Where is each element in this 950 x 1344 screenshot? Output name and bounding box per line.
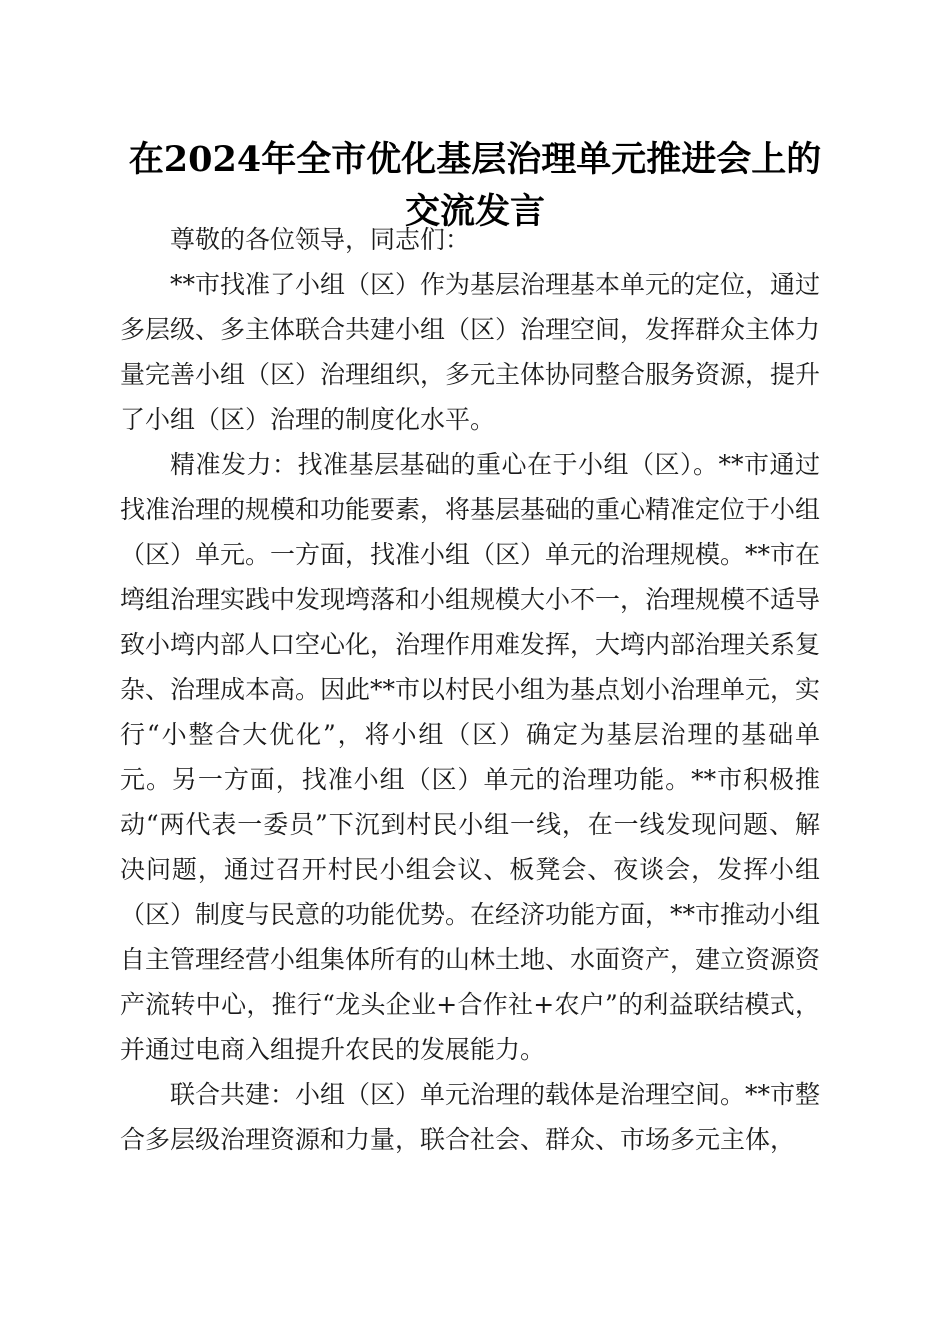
document-body: [120, 217, 820, 1162]
salutation-paragraph: 尊敬的各位领导，同志们：: [170, 225, 471, 254]
document-title-line-1: 在2024年全市优化基层治理单元推进会上的: [128, 139, 822, 180]
intro-paragraph: **市找准了小组（区）作为基层治理基本单元的定位，通过多层级、多主体联合共建小组（区）治理空间，发挥群众主体力量完善小组（区）治理组织，多元主体协同整合服务资源，提升了小组（区）治理的制度化水平。: [120, 270, 821, 434]
body-paragraph-precise-effort: 精准发力：找准基层基础的重心在于小组（区）。**市通过找准治理的规模和功能要素，将基层基础的重心精准定位于小组（区）单元。一方面，找准小组（区）单元的治理规模。**市在塆组治理实践中发现塆落和小组规模大小不一，治理规模不适导致小塆内部人口空心化，治理作用难发挥，大塆内部治理关系复杂、治理成本高。因此**市以村民小组为基点划小治理单元，实行“小整合大优化”，将小组（区）确定为基层治理的基础单元。另一方面，找准小组（区）单元的治理功能。**市积极推动“两代表一委员”下沉到村民小组一线，在一线发现问题、解决问题，通过召开村民小组会议、板凳会、夜谈会，发挥小组（区）制度与民意的功能优势。在经济功能方面，**市推动小组自主管理经营小组集体所有的山林土地、水面资产，建立资源资产流转中心，推行“龙头企业+合作社+农户”的利益联结模式，并通过电商入组提升农民的发展能力。: [120, 450, 821, 1064]
body-paragraph-joint-construction: 联合共建：小组（区）单元治理的载体是治理空间。**市整合多层级治理资源和力量，联合社会、群众、市场多元主体，: [120, 1080, 821, 1154]
document-title-line-2: 交流发言: [404, 191, 545, 232]
